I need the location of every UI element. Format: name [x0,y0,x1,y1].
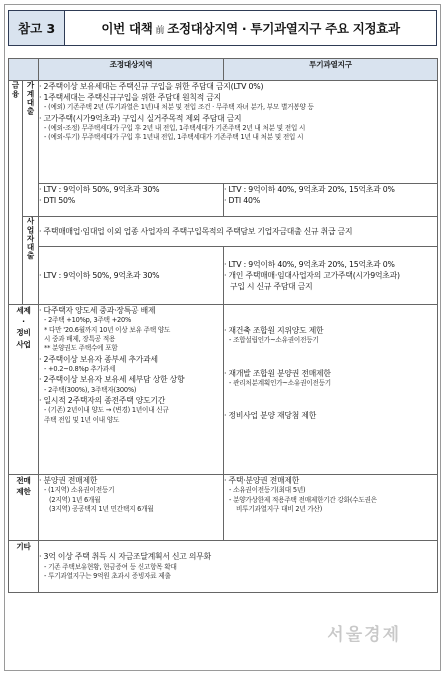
list-item: · 개인 주택매매·임대사업자의 고가주택(시가9억초과) [224,270,400,280]
title-pre: 前 [155,26,165,36]
list-item: 시 중과 배제, 장특공 적용 [44,335,116,344]
list-item: (3지역) 공공택지 1년 민간택지 6개월 [49,505,154,514]
list-item: - 조합설립인가~소유권이전등기 [229,336,319,345]
list-item: * 다만 '20.6월까지 10년 이상 보유 주택 양도 [44,325,171,334]
watermark: 서울경제 [327,625,401,645]
list-item: · 다주택자 양도세 중과·장특공 배제 [39,306,156,315]
list-item: · 주택·분양권 전매제한 [224,476,300,485]
tax-label: 세제 · 정비 사업 [9,305,39,475]
list-item: · 3억 이상 주택 취득 시 자금조달계획서 신고 의무화 [39,552,211,562]
list-item: - 소유권이전등기(최대 5년) [229,486,306,495]
list-item: - +0.2~0.8%p 추가과세 [44,365,116,374]
list-item: ** 분양권도 주택수에 포함 [44,344,118,353]
title-part-b: 조정대상지역 · 투기과열지구 주요 지정효과 [167,21,400,36]
etc-label: 기타 [9,541,39,593]
title-part-a: 이번 대책 [101,21,153,36]
list-item: · 주택매매업·임대업 이외 업종 사업자의 주택구입목적의 주택담보 기업자금대출 신규 취급 금지 [39,226,353,236]
list-item: · LTV : 9억이하 40%, 9억초과 20%, 15억초과 0% [224,185,395,194]
list-item: · 2주택이상 보유자 종부세 추가과세 [39,354,158,364]
list-item: - 기존 주택보유현황, 현금증여 등 신고항목 확대 [44,562,177,571]
household-loan-label: 가계대출 [23,81,39,217]
list-item: - 분양가상한제 적용주택 전매제한기간 강화(수도권은 [229,495,377,504]
list-item: · DTI 50% [39,196,76,206]
list-item: · 고가주택(시가9억초과) 구입시 실거주목적 제외 주담대 금지 [39,113,242,123]
column-header-speculative: 투기과열지구 [224,59,438,81]
list-item: · DTI 40% [224,196,261,206]
list-item: · 재개발 조합원 분양권 전매제한 [224,368,331,378]
list-item: 주택 전입 및 1년 이내 양도 [44,415,120,424]
list-item: - (1지역) 소유권이전등기 [44,486,115,495]
list-item: - 투기과열지구는 9억원 초과시 증빙자료 제출 [44,572,171,581]
list-item: - (예외-투기) 무주택세대가 구입 후 1년내 전입, 1주택세대가 기존주택 1년 내 처분 및 전입 시 [44,133,304,142]
column-header-adjusted: 조정대상지역 [39,59,224,81]
list-item: - (예외-조정) 무주택세대가 구입 후 2년 내 전입, 1주택세대가 기존주택 2년 내 처분 및 전입 시 [44,124,306,133]
resale-label: 전매 제한 [9,475,39,541]
list-item: · 일시적 2주택자의 종전주택 양도기간 [39,396,166,406]
finance-label: 금융 [9,81,23,305]
list-item: · 정비사업 분양 재당첨 제한 [224,411,317,421]
list-item: · 2주택이상 보유세대는 주택신규 구입을 위한 주담대 금지(LTV 0%) [39,82,264,91]
reference-tag: 참고 3 [9,11,65,45]
list-item: 비투기과열지구 대비 2년 가산) [236,505,323,514]
list-item: · 2주택이상 보유자 보유세 세부담 상한 상향 [39,375,185,385]
list-item: - 2주택 +10%p, 3주택 +20% [44,316,132,325]
list-item: · LTV : 9억이하 40%, 9억초과 20%, 15억초과 0% [224,259,395,269]
list-item: - (기존) 2년이내 양도 → (변경) 1년이내 신규 [44,406,169,415]
list-item: · 분양권 전매제한 [39,476,98,485]
list-item: 구입 시 신규 주담대 금지 [230,282,313,292]
list-item: · 재건축 조합원 지위양도 제한 [224,326,324,335]
list-item: (2지역) 1년 6개월 [49,495,101,504]
list-item: - (예외) 기존주택 2년 (투기과열은 1년)내 처분 및 전입 조건 · 무주택 자녀 분가, 부모 별거봉양 등 [44,103,314,112]
list-item: · LTV : 9억이하 50%, 9억초과 30% [39,270,160,280]
business-loan-label: 사업자대출 [23,217,39,305]
outer-frame [4,4,441,671]
list-item: - 관리처분계획인가~소유권이전등기 [229,378,331,387]
list-item: · LTV : 9억이하 50%, 9억초과 30% [39,185,160,194]
list-item: · 1주택세대는 주택신규구입을 위한 주담대 원칙적 금지 [39,93,222,103]
list-item: - 2주택(300%), 3주택자(300%) [44,385,137,394]
